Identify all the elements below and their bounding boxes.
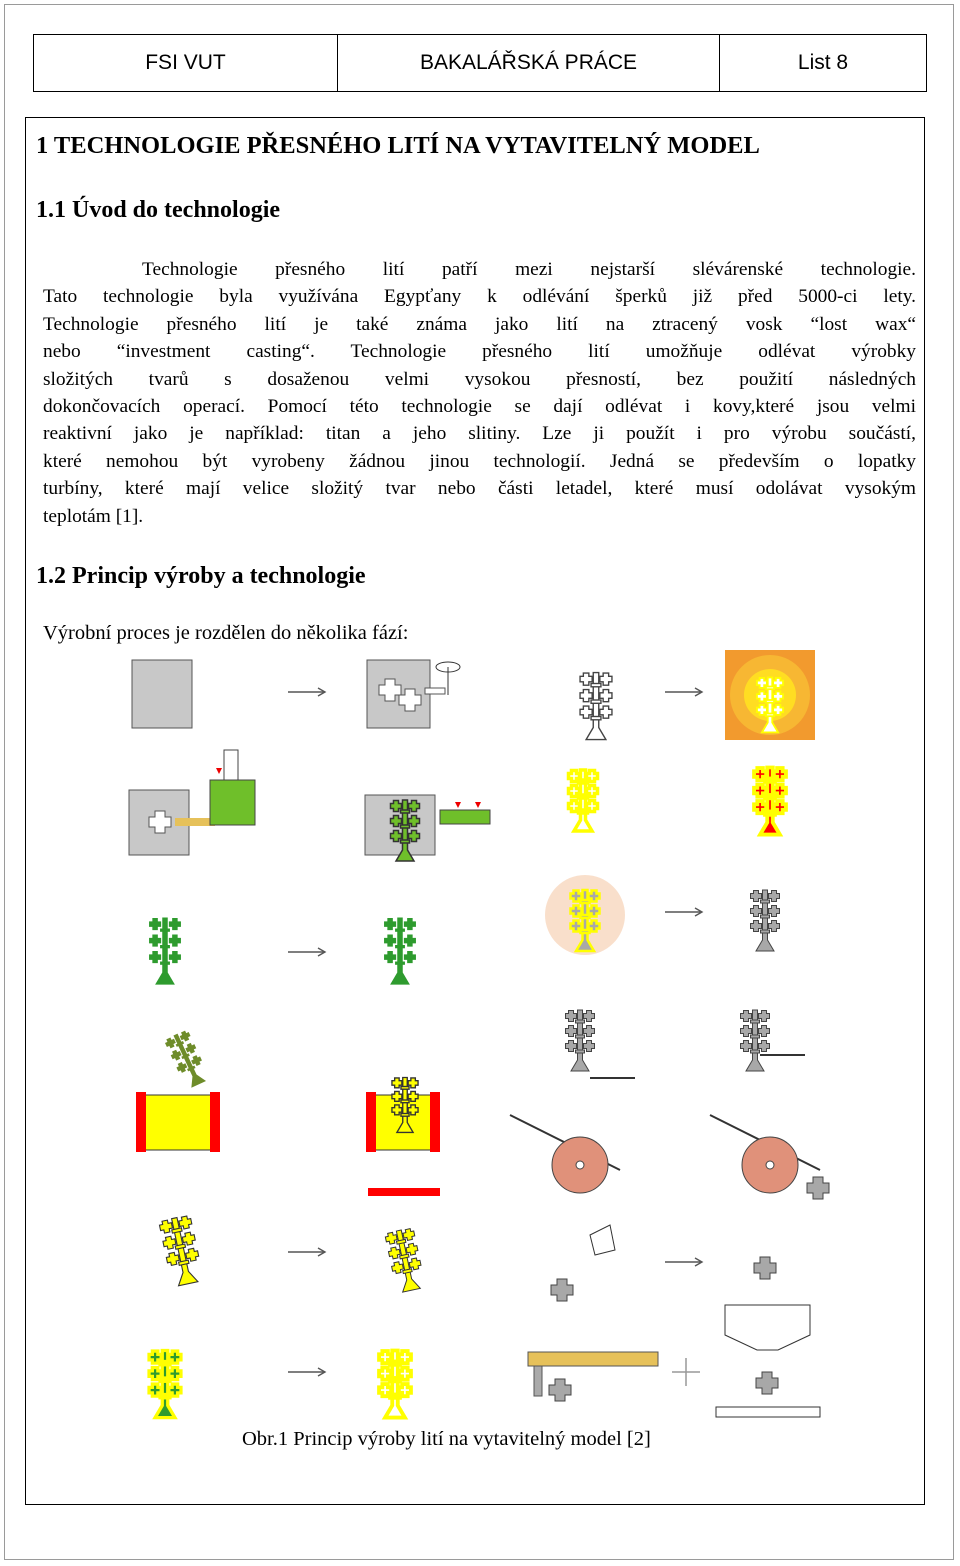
process-intro-text: Výrobní proces je rozdělen do několika fází: — [43, 622, 409, 644]
arrow-icon — [288, 688, 325, 696]
arrow-icon — [288, 948, 325, 956]
die-cavity-with-injector — [367, 660, 460, 728]
injected-die-icon — [365, 795, 490, 861]
paragraph-line: nebo “investment casting“. Technologie přesného lití umožňuje odlévat výrobky — [43, 341, 916, 363]
heated-shell-icon — [725, 650, 815, 740]
sandblast-tree-icon — [545, 875, 625, 955]
spray-gun-icon — [551, 1225, 615, 1301]
chapter-title: 1 TECHNOLOGIE PŘESNÉHO LITÍ NA VYTAVITELNÝ MODEL — [36, 132, 760, 159]
gray-tree-icon — [751, 890, 780, 951]
finished-part-icon — [754, 1257, 776, 1279]
injection-machine-icon — [129, 750, 255, 855]
paragraph-line: Technologie přesného lití je také známa jako lití na ztracený vosk “lost wax“ — [43, 313, 916, 335]
section-1-1-title: 1.1 Úvod do technologie — [36, 197, 281, 223]
gray-tree-icon — [566, 1010, 595, 1071]
wax-tree-icon — [580, 673, 612, 740]
grinding-wheel-icon — [510, 1115, 620, 1193]
section-1-2-title: 1.2 Princip výroby a technologie — [36, 563, 366, 589]
page-header — [33, 34, 927, 92]
header-document-type: BAKALÁŘSKÁ PRÁCE — [338, 35, 720, 91]
coated-tree-icon — [569, 770, 598, 831]
wax-tank-icon — [136, 1092, 220, 1152]
yellow-tree-icon — [159, 1215, 204, 1287]
hopper-icon — [716, 1305, 820, 1417]
arrow-icon — [665, 908, 702, 916]
coated-tree-icon — [379, 1351, 411, 1418]
section-1-1-paragraph — [43, 256, 916, 530]
drying-tree-icon — [368, 1188, 440, 1293]
paragraph-line: Tato technologie byla využívána Egypťany k odlévání šperků již před 5000-ci lety. — [43, 286, 916, 308]
arrow-icon — [665, 1258, 702, 1266]
paragraph-line: reaktivní jako je například: titan a jeho slitiny. Lze ji použít i pro výrobu součástí, — [43, 423, 916, 445]
green-tree-icon — [384, 918, 416, 985]
arrow-icon — [665, 688, 702, 696]
paragraph-line: které nemohou být vyrobeny žádnou jinou technologií. Jedná se především o lopatky — [43, 450, 916, 472]
grinding-wheel-icon — [710, 1115, 829, 1199]
figure-caption: Obr.1 Princip výroby lití na vytavitelný model [2] — [242, 1428, 651, 1450]
paragraph-line: dokončovacích operací. Pomocí této technologie se dají odlévat i kovy,které jsou velmi — [43, 395, 916, 417]
gray-tree-icon — [741, 1010, 770, 1071]
arrow-icon — [288, 1248, 325, 1256]
die-block — [132, 660, 192, 728]
plus-icon — [672, 1358, 700, 1386]
paragraph-line: složitých tvarů s dosaženou velmi vysokou přesností, bez použití následných — [43, 368, 916, 390]
process-figure — [110, 640, 870, 1440]
green-tree-icon — [149, 918, 181, 985]
paragraph-line: Technologie přesného lití patří mezi nejstarší slévárenské technologie. — [142, 259, 916, 280]
paragraph-line: turbíny, které mají velice složitý tvar nebo části letadel, které musí odolávat vysokým — [43, 478, 916, 500]
paragraph-line: teplotám [1]. — [43, 505, 144, 527]
header-page-number: List 8 — [797, 51, 849, 74]
caliper-icon — [528, 1352, 658, 1401]
header-institution: FSI VUT — [34, 35, 338, 91]
arrow-icon — [288, 1368, 325, 1376]
olive-tree-icon — [164, 1029, 211, 1090]
metal-filled-tree-icon — [754, 768, 786, 835]
dipped-tree-tank-icon — [366, 1078, 440, 1153]
green-yellow-tree-icon — [149, 1351, 181, 1418]
